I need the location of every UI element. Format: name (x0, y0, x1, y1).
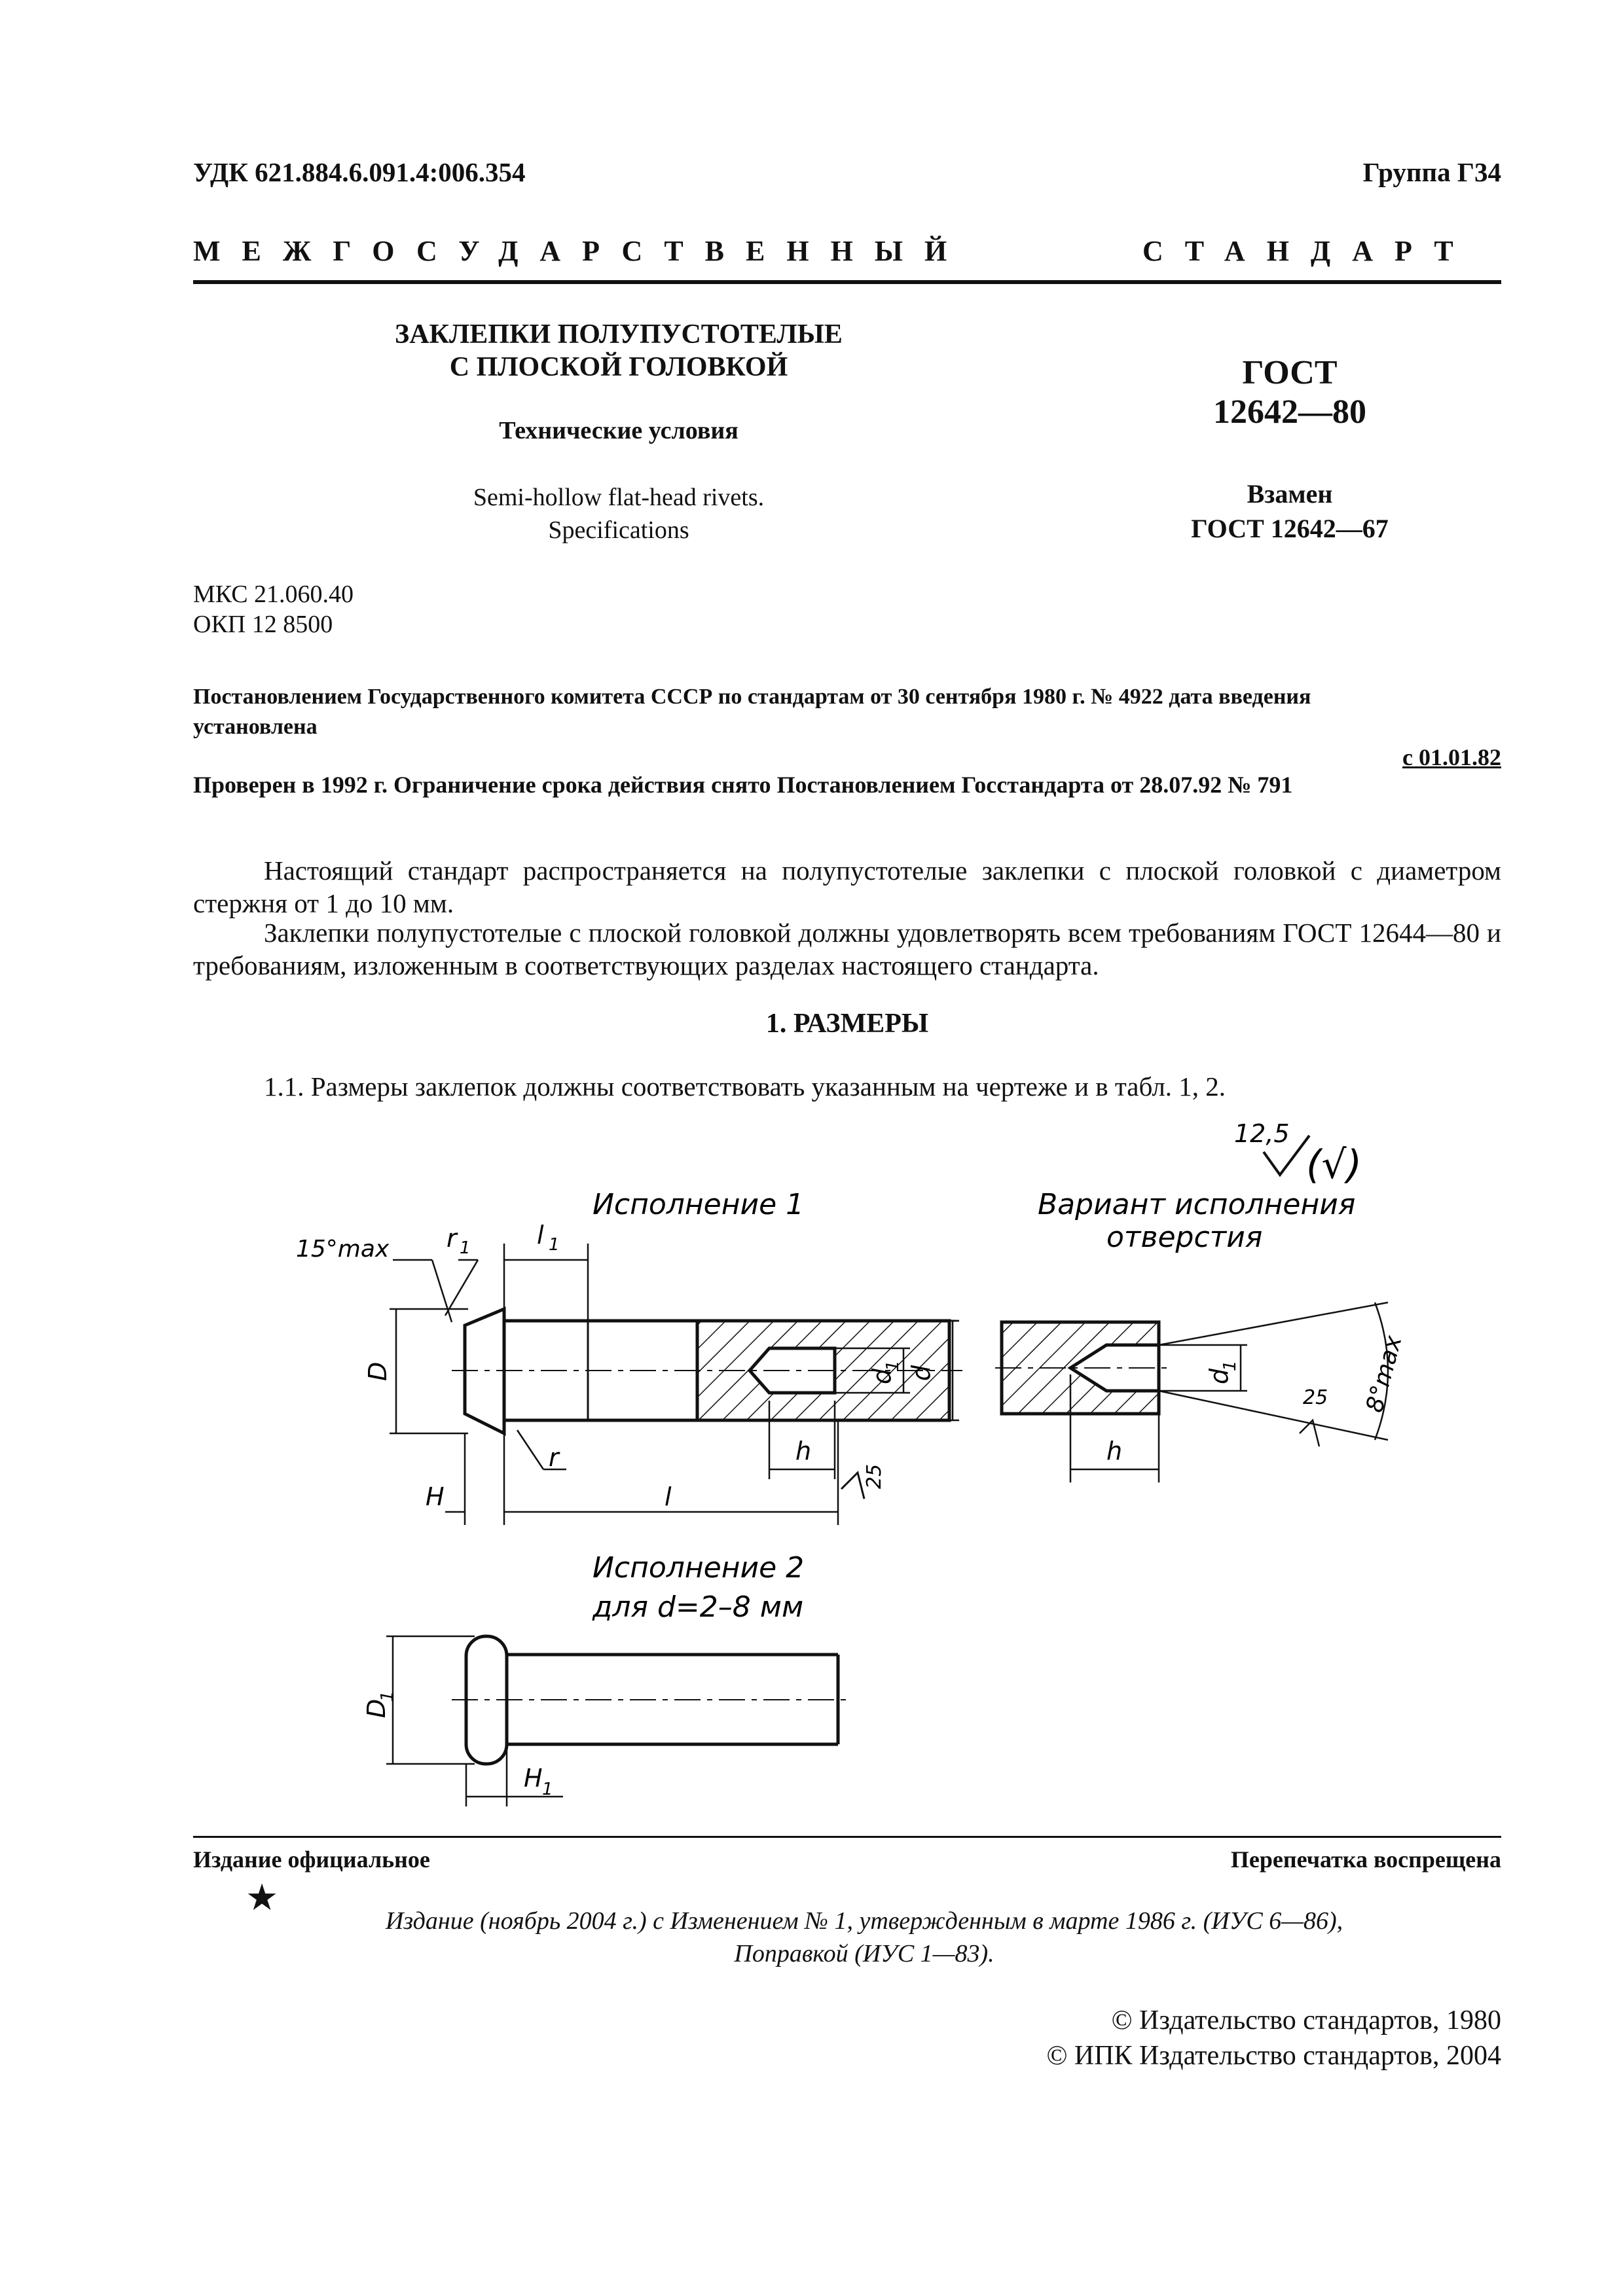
label-variant-d1-sub: 1 (1220, 1360, 1240, 1371)
decree-line2: установлена (193, 715, 318, 739)
label-l1: l (537, 1221, 544, 1249)
clause-1-1: 1.1. Размеры заклепок должны соответствовать указанным на чертеже и в табл. 1, 2. (264, 1071, 1226, 1102)
label-r1-sub: 1 (460, 1238, 471, 1258)
banner-left: МЕЖГОСУДАРСТВЕННЫЙ (193, 235, 969, 267)
checked-note: Проверен в 1992 г. Ограничение срока действия снято Постановлением Госстандарта от 28.07.92 № 791 (193, 772, 1293, 798)
banner-right: СТАНДАРТ (1142, 235, 1475, 267)
decree-date: с 01.01.82 (1402, 744, 1501, 770)
star-icon: ★ (246, 1878, 279, 1918)
okp-code: ОКП 12 8500 (193, 611, 333, 638)
decree-line1: Постановлением Государственного комитета СССР по стандартам от 30 сентября 1980 г. № 4922 дата введения (193, 685, 1311, 709)
title-en-line1: Semi-hollow flat-head rivets. (473, 484, 765, 511)
mks-code: МКС 21.060.40 (193, 581, 354, 608)
replaces-gost: ГОСТ 12642—67 (1191, 514, 1389, 543)
variant-caption-1: Вариант исполнения (1038, 1188, 1356, 1221)
intro-paragraph-2: Заклепки полупустотелые с плоской головкой должны удовлетворять всем требованиям ГОСТ 12644—80 и требованиям, изложенным в соответствующих разделах настоящего стандарта. (193, 918, 1501, 980)
label-H: H (426, 1482, 445, 1511)
intro-paragraph-1: Настоящий стандарт распространяется на полупустотелые заклепки с плоской головкой с диаметром стержня от 1 до 10 мм. (193, 855, 1501, 918)
label-l1-sub: 1 (549, 1235, 560, 1255)
replaces-label: Взамен (1247, 479, 1333, 509)
label-rough25-variant: 25 (1303, 1386, 1328, 1409)
label-angle15: 15°max (296, 1236, 390, 1263)
subtitle: Технические условия (499, 417, 739, 444)
label-variant-h: h (1106, 1437, 1123, 1465)
label-h: h (795, 1437, 812, 1465)
reprint-note: Перепечатка воспрещена (1230, 1846, 1501, 1873)
gost-label: ГОСТ (1242, 354, 1338, 391)
edition-line1: Издание (ноябрь 2004 г.) с Изменением № 1, утвержденным в марте 1986 г. (ИУС 6—86), (385, 1907, 1343, 1935)
label-D: D (363, 1361, 392, 1381)
roughness-value: 12,5 (1234, 1119, 1290, 1148)
label-d1: d (867, 1368, 896, 1384)
copyright-2004: © ИПК Издательство стандартов, 2004 (1046, 2041, 1501, 2071)
title-line2: С ПЛОСКОЙ ГОЛОВКОЙ (449, 352, 788, 382)
label-d1-sub: 1 (883, 1360, 903, 1371)
label-r1: r (447, 1224, 457, 1253)
udk-code: УДК 621.884.6.091.4:006.354 (193, 157, 526, 187)
label-variant-d1: d (1205, 1368, 1233, 1384)
roughness-bracket: (√) (1306, 1142, 1362, 1188)
label-rough25-v1: 25 (863, 1463, 886, 1489)
group-code: Группа Г34 (1362, 157, 1501, 187)
label-r: r (549, 1443, 559, 1472)
label-l: l (665, 1482, 672, 1511)
label-D1-sub: 1 (378, 1691, 397, 1702)
edition-line2: Поправкой (ИУС 1—83). (734, 1940, 994, 1967)
version2-range: для d=2–8 мм (593, 1590, 804, 1624)
title-en-line2: Specifications (548, 516, 689, 544)
footer-rule (193, 1836, 1501, 1838)
label-d: d (907, 1365, 936, 1381)
label-H1: H (524, 1764, 543, 1793)
section-heading: 1. РАЗМЕРЫ (765, 1009, 929, 1039)
label-angle8: 8°max (1361, 1333, 1408, 1416)
title-line1: ЗАКЛЕПКИ ПОЛУПУСТОТЕЛЫЕ (395, 319, 843, 350)
version1-caption: Исполнение 1 (593, 1188, 805, 1221)
label-D1: D (362, 1698, 391, 1718)
variant-caption-2: отверстия (1106, 1221, 1263, 1254)
copyright-1980: © Издательство стандартов, 1980 (1111, 2005, 1501, 2036)
version2-caption: Исполнение 2 (593, 1551, 805, 1585)
label-H1-sub: 1 (542, 1780, 553, 1799)
gost-number: 12642—80 (1213, 393, 1366, 431)
official-edition: Издание официальное (193, 1846, 430, 1873)
